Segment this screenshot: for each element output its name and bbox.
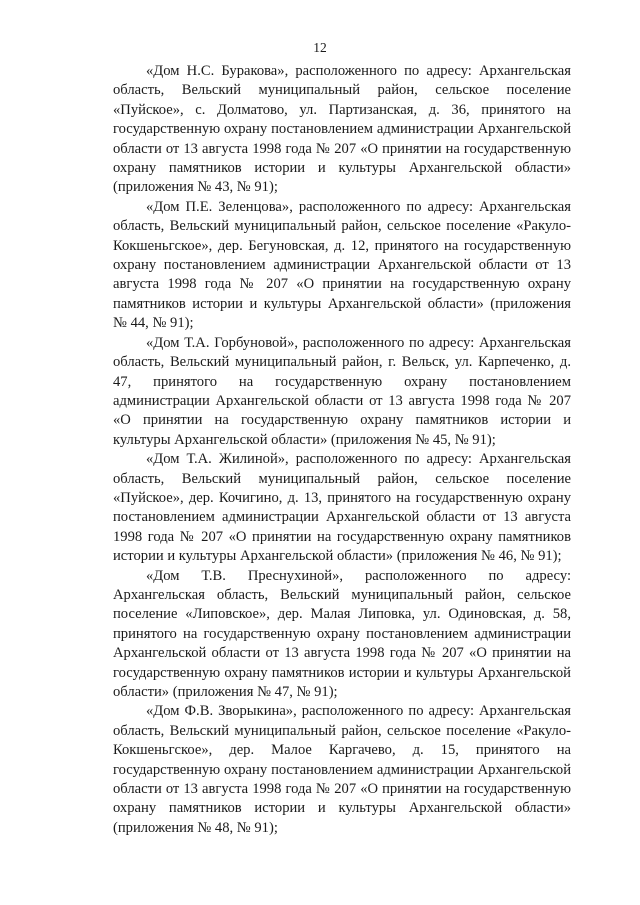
paragraph-house-zhilina: «Дом Т.А. Жилиной», расположенного по адресу: Архангельская область, Вельский муниципальный район, сельское поселение «Пуйское», дер. Кочигино, д. 13, принятого на государственную охрану постановлением администрации Архангельской области от 13 августа 1998 года № 207 «О принятии на государственную охрану памятников истории и культуры Архангельской области» (приложения № 46, № 91); xyxy=(113,451,571,565)
page-number: 12 xyxy=(313,40,327,55)
document-body xyxy=(113,62,571,838)
paragraph-house-presnukhina: «Дом Т.В. Преснухиной», расположенного по адресу: Архангельская область, Вельский муниципальный район, сельское поселение «Липовское», дер. Малая Липовка, ул. Одиновская, д. 58, принятого на государственную охрану постановлением администрации Архангельской области от 13 августа 1998 года № 207 «О принятии на государственную охрану памятников истории и культуры Архангельской области» (приложения № 47, № 91); xyxy=(113,567,571,700)
paragraph-house-gorbunova: «Дом Т.А. Горбуновой», расположенного по адресу: Архангельская область, Вельский муниципальный район, г. Вельск, ул. Карпеченко, д. 47, принятого на государственную охрану постановлением администрации Архангельской области от 13 августа 1998 года № 207 «О принятии на государственную охрану памятников истории и культуры Архангельской области» (приложения № 45, № 91); xyxy=(113,334,571,448)
paragraph-house-burakov: «Дом Н.С. Буракова», расположенного по адресу: Архангельская область, Вельский муниципальный район, сельское поселение «Пуйское», с. Долматово, ул. Партизанская, д. 36, принятого на государственную охрану постановлением администрации Архангельской области от 13 августа 1998 года № 207 «О принятии на государственную охрану памятников истории и культуры Архангельской области» (приложения № 43, № 91); xyxy=(113,63,571,196)
paragraph-house-zelentsov: «Дом П.Е. Зеленцова», расположенного по адресу: Архангельская область, Вельский муниципальный район, сельское поселение «Ракуло-Кокшеньгское», дер. Бегуновская, д. 12, принятого на государственную охрану постановлением администрации Архангельской области от 13 августа 1998 года № 207 «О принятии на государственную охрану памятников истории и культуры Архангельской области» (приложения № 44, № 91); xyxy=(113,198,571,332)
paragraph-house-zvorykin: «Дом Ф.В. Зворыкина», расположенного по адресу: Архангельская область, Вельский муниципальный район, сельское поселение «Ракуло-Кокшеньгское», дер. Малое Каргачево, д. 15, принятого на государственную охрану постановлением администрации Архангельской области от 13 августа 1998 года № 207 «О принятии на государственную охрану памятников истории и культуры Архангельской области» (приложения № 48, № 91); xyxy=(113,703,571,836)
